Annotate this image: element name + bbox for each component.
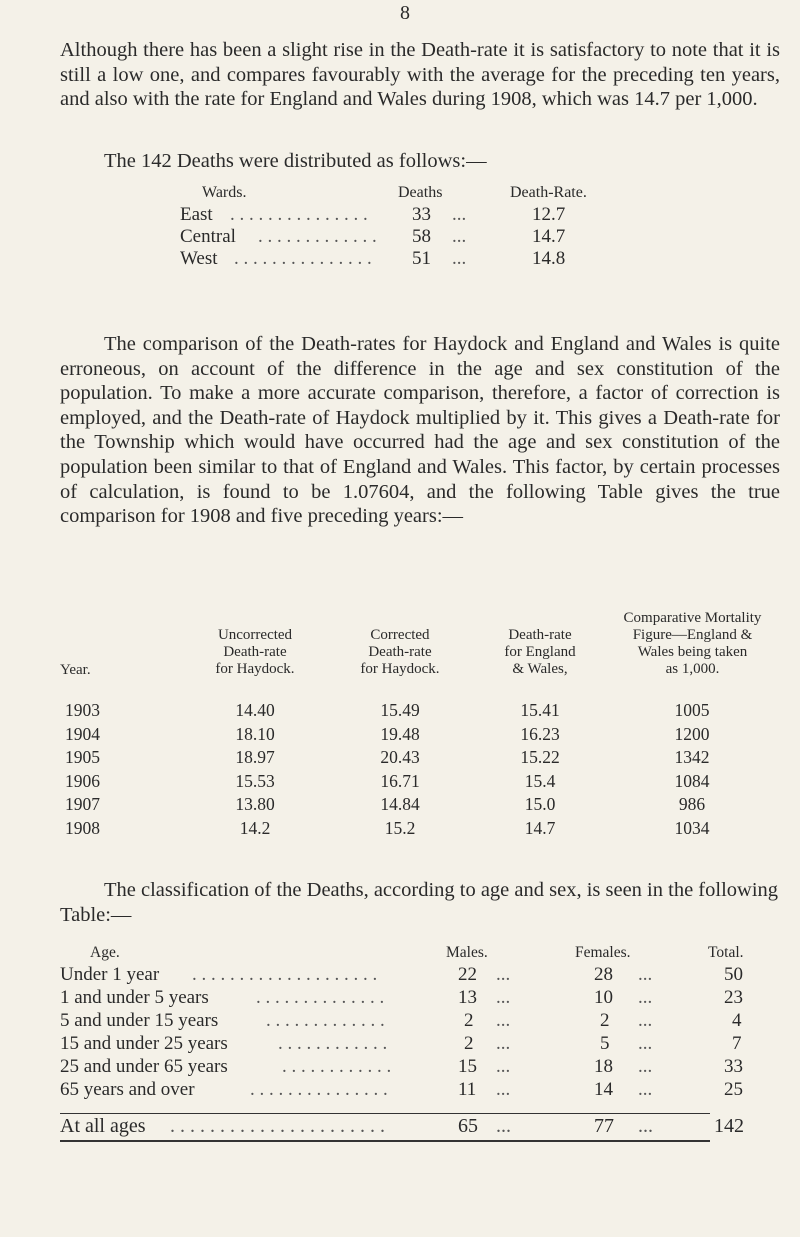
table-row [180,248,660,270]
cell-males: 11 [458,1079,477,1100]
header-line: & Wales, [512,661,568,677]
dot-leader: . . . . . . . . . . . . . . . [250,1079,388,1100]
dot-leader: ... [638,1010,653,1031]
age-sex-table [60,944,780,1102]
header-death-rate: Death-Rate. [510,184,587,201]
cell-figure: 1200 [674,723,710,744]
header-line: for England [504,644,576,660]
wards-table-header [180,184,660,204]
cell-england: 14.7 [524,817,556,838]
ward-name: West [180,248,218,269]
page-number: 8 [400,2,410,24]
cell-corrected: 19.48 [380,723,420,744]
dot-leader: ... [496,1033,511,1054]
header-comparative [605,610,780,678]
paragraph-correction-factor: The comparison of the Death-rates for Haydock and England and Wales is quite erroneous, on account of the difference in the age and sex constitution of the population. To make a more accurate comparison, therefore, a factor of correction is employed, and the Death-rate of Haydock multiplied by it. This gives a Death-rate for the Township which would have occurred had the age and sex constitution of the population been similar to that of England and Wales. This factor, by certain processes of calculation, is found to be 1.07604, and the following Table gives the true comparison for 1908 and five preceding years:— [60,333,780,528]
cell-figure: 1005 [674,700,710,720]
dot-leader: . . . . . . . . . . . . . [258,226,377,247]
dot-leader: ... [496,1079,511,1100]
table-row [60,1033,780,1056]
cell-males: 2 [464,1010,474,1031]
ward-rate: 14.8 [532,248,566,269]
cell-corrected: 15.2 [384,817,416,838]
dot-leader: ... [496,1115,511,1137]
cell-england: 16.23 [520,723,560,744]
cell-age: Under 1 year [60,964,160,985]
table-row [60,724,780,748]
dot-leader: ... [452,226,467,247]
wards-intro: The 142 Deaths were distributed as follows:— [104,150,487,172]
cell-males: 65 [458,1115,478,1137]
header-deaths: Deaths [398,184,443,201]
header-line: Death-rate [223,644,287,660]
dot-leader: ... [638,987,653,1008]
dot-leader: ... [638,1079,653,1100]
cell-england: 15.0 [524,794,556,814]
cell-females: 14 [594,1079,613,1100]
header-line: for Haydock. [360,661,440,677]
dot-leader: ... [452,204,467,225]
cell-england: 15.4 [524,770,556,791]
dot-leader: ... [496,1056,511,1077]
mortality-table [60,610,780,841]
header-age: Age. [90,944,120,961]
cell-corrected: 20.43 [380,747,420,767]
table-row [60,1079,780,1102]
cell-year: 1906 [65,770,100,791]
wards-table [180,184,660,270]
cell-males: 2 [464,1033,474,1054]
dot-leader: . . . . . . . . . . . . [282,1056,392,1077]
ward-name: Central [180,226,236,247]
table-rule-bottom [60,1140,710,1142]
ward-deaths: 58 [412,226,431,247]
cell-total: 142 [714,1115,744,1137]
cell-age: 15 and under 25 years [60,1033,228,1054]
cell-year: 1907 [65,794,100,814]
dot-leader: ... [496,964,511,985]
cell-year: 1905 [65,747,100,767]
table-row [60,964,780,987]
table-row [60,1010,780,1033]
cell-total: 50 [724,964,743,985]
header-line: Uncorrected [217,627,293,643]
header-total: Total. [708,944,744,961]
total-row [60,1115,780,1139]
header-males: Males. [446,944,488,961]
dot-leader: ... [496,1010,511,1031]
cell-age: 5 and under 15 years [60,1010,219,1031]
cell-males: 15 [458,1056,477,1077]
cell-year: 1904 [65,723,100,744]
cell-total: 33 [724,1056,743,1077]
dot-leader: ... [638,964,653,985]
header-corrected [335,627,465,678]
header-wards: Wards. [202,184,247,201]
cell-uncorrected: 14.40 [235,700,275,720]
table-rule-top [60,1113,710,1114]
cell-figure: 1084 [674,770,710,791]
ward-rate: 12.7 [532,204,566,225]
dot-leader: ... [496,987,511,1008]
mortality-table-header [60,610,780,700]
ward-deaths: 51 [412,248,431,269]
cell-females: 2 [600,1010,610,1031]
cell-uncorrected: 14.2 [239,817,271,838]
cell-age: At all ages [60,1115,146,1137]
table-row [180,204,660,226]
cell-age: 25 and under 65 years [60,1056,228,1077]
cell-figure: 986 [678,794,706,814]
header-line: Corrected [370,627,430,643]
cell-females: 10 [594,987,613,1008]
cell-year: 1903 [65,700,100,720]
dot-leader: ... [638,1033,653,1054]
cell-england: 15.22 [520,747,560,767]
header-line: Comparative Mortality [623,610,762,626]
header-line: Figure—England & [632,627,753,643]
header-line: Wales being taken [637,644,748,660]
ward-deaths: 33 [412,204,431,225]
cell-corrected: 16.71 [380,770,420,791]
cell-corrected: 15.49 [380,700,420,720]
dot-leader: . . . . . . . . . . . . [278,1033,388,1054]
ward-rate: 14.7 [532,226,566,247]
dot-leader: . . . . . . . . . . . . . [266,1010,385,1031]
cell-total: 23 [724,987,743,1008]
dot-leader: . . . . . . . . . . . . . . . . . . . . . . [170,1115,385,1137]
header-england [480,627,600,678]
cell-year: 1908 [65,817,100,838]
cell-females: 5 [600,1033,610,1054]
header-line: Death-rate [508,627,572,643]
header-females: Females. [575,944,631,961]
cell-total: 7 [732,1033,742,1054]
cell-england: 15.41 [520,700,560,720]
table-row [60,1056,780,1079]
classification-intro: The classification of the Deaths, according to age and sex, is seen in the following Table:— [60,879,779,926]
dot-leader: ... [452,248,467,269]
cell-males: 22 [458,964,477,985]
header-year: Year. [60,662,91,678]
header-line: for Haydock. [215,661,295,677]
cell-age: 65 years and over [60,1079,195,1100]
cell-uncorrected: 18.97 [235,747,275,767]
cell-females: 28 [594,964,613,985]
cell-age: 1 and under 5 years [60,987,209,1008]
table-row [60,700,780,724]
cell-males: 13 [458,987,477,1008]
table-row [180,226,660,248]
header-uncorrected [190,627,320,678]
dot-leader: ... [638,1115,653,1137]
table-row [60,987,780,1010]
cell-uncorrected: 13.80 [235,794,275,814]
cell-corrected: 14.84 [380,794,420,814]
table-row [60,747,780,771]
cell-uncorrected: 15.53 [235,770,275,791]
age-table-header [60,944,780,964]
ward-name: East [180,204,213,225]
table-row [60,794,780,818]
cell-total: 25 [724,1079,743,1100]
dot-leader: . . . . . . . . . . . . . . . [234,248,372,269]
cell-females: 18 [594,1056,613,1077]
dot-leader: . . . . . . . . . . . . . . . [230,204,368,225]
cell-figure: 1034 [674,817,710,838]
header-line: Death-rate [368,644,432,660]
table-row [60,818,780,842]
cell-total: 4 [732,1010,742,1031]
cell-figure: 1342 [674,747,710,767]
dot-leader: . . . . . . . . . . . . . . [256,987,385,1008]
dot-leader: . . . . . . . . . . . . . . . . . . . . [192,964,378,985]
table-row [60,771,780,795]
dot-leader: ... [638,1056,653,1077]
paragraph-death-rate-intro: Although there has been a slight rise in the Death-rate it is satisfactory to note that it is still a low one, and compares favourably with the average for the preceding ten years, and also with the rate for England and Wales during 1908, which was 14.7 per 1,000. [60,39,780,111]
header-line: as 1,000. [665,661,720,677]
cell-uncorrected: 18.10 [235,723,275,744]
cell-females: 77 [594,1115,614,1137]
